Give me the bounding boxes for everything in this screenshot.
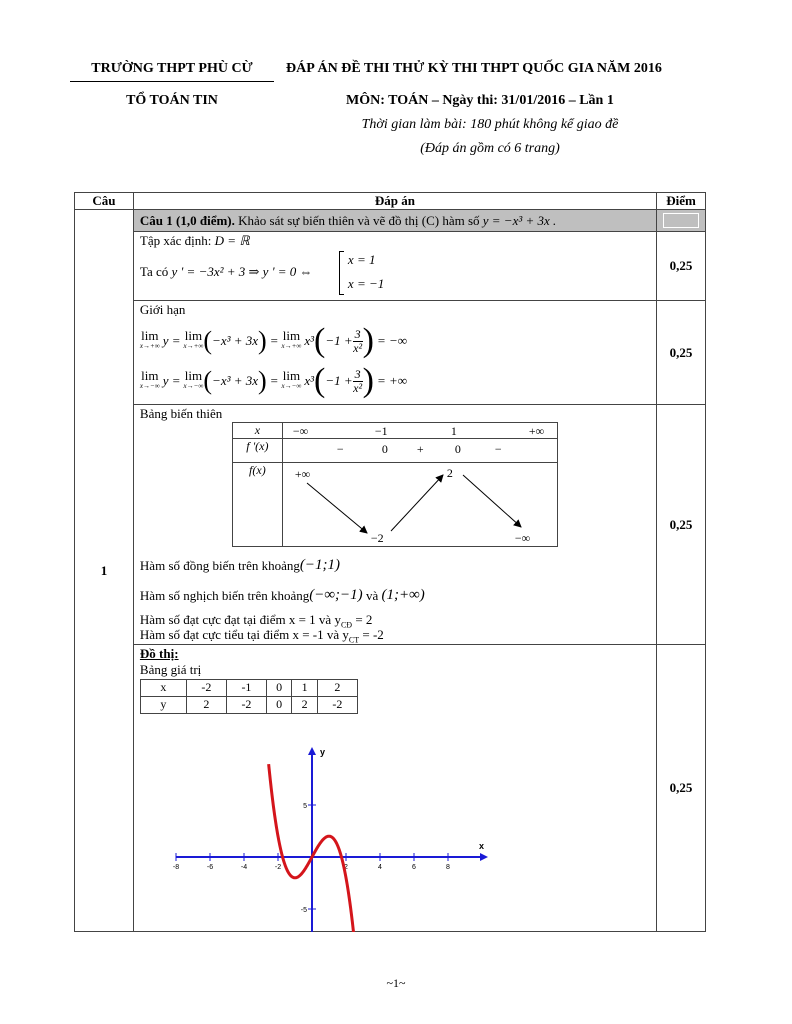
lim-sub-neg: x→−∞ xyxy=(281,382,302,390)
vt-y-1: 2 xyxy=(186,697,226,714)
max-sub: CĐ xyxy=(340,620,353,630)
value-table xyxy=(140,679,358,714)
frac-den: x² xyxy=(353,340,363,355)
increasing-text: Hàm số đồng biến trên khoảng xyxy=(139,557,300,573)
banner-score-cell xyxy=(657,210,706,232)
x-cubed: x³ xyxy=(304,333,314,348)
arrow-decrease-2 xyxy=(463,475,521,527)
poly: −x³ + 3x xyxy=(212,333,259,348)
value-table-y-row xyxy=(140,697,357,714)
graph-label: Đồ thị: xyxy=(139,646,179,661)
limit-pos-result: = −∞ xyxy=(376,333,407,348)
bbt-f-values xyxy=(282,463,557,547)
variation-cell xyxy=(133,405,656,645)
exam-title: ĐÁP ÁN ĐỀ THI THỬ KỲ THI THPT QUỐC GIA NĂM 2016 xyxy=(286,61,662,76)
bbt-f-2: −2 xyxy=(370,531,384,545)
derivative-line xyxy=(140,264,313,280)
frac-den: x² xyxy=(353,380,363,395)
bbt-fprime-values xyxy=(282,439,557,463)
arrow-increase xyxy=(391,475,443,531)
bbt-x-1: −1 xyxy=(374,424,388,438)
answer-table xyxy=(74,192,706,932)
x-tick-label: 4 xyxy=(377,864,382,871)
question-number: 1 xyxy=(75,210,134,932)
decreasing-interval-1: (−∞;−1) xyxy=(309,587,363,603)
limit-neg-result: = +∞ xyxy=(376,373,407,388)
limits-cell xyxy=(133,301,656,405)
bbt-fprime-label: f '(x) xyxy=(232,439,282,463)
lim-word: lim xyxy=(184,368,203,383)
frac-num: 3 xyxy=(354,366,361,381)
limits-label: Giới hạn xyxy=(139,302,186,317)
minus-one: −1 + xyxy=(325,373,353,388)
department-name: TỔ TOÁN TIN xyxy=(126,93,218,108)
max-value: = 2 xyxy=(352,612,373,627)
variation-arrows xyxy=(283,463,559,547)
bbt-x-values xyxy=(282,423,557,439)
page-number: ~1~ xyxy=(386,976,406,990)
lim-word: lim xyxy=(282,368,301,383)
score-4: 0,25 xyxy=(657,645,706,932)
score-box xyxy=(663,213,699,228)
vt-x-3: 0 xyxy=(266,680,291,697)
school-name: TRƯỜNG THPT PHÙ CỪ xyxy=(91,61,253,76)
poly: −x³ + 3x xyxy=(212,373,259,388)
bbt-x-2: 1 xyxy=(450,424,457,438)
decreasing-interval-2: (1;+∞) xyxy=(381,587,425,603)
increasing-interval: (−1;1) xyxy=(299,557,340,573)
bbt-fp-2: + xyxy=(416,442,424,456)
vt-y-label: y xyxy=(140,697,186,714)
value-table-x-row xyxy=(140,680,357,697)
limit-negative: lim x→−∞ y = lim x→−∞ ( −x³ + 3x ) = lim x→−∞ x³ ( −1 + $\frac{3}{\text{x²}}$ ) = +∞ xyxy=(139,362,407,399)
bbt-x-0: −∞ xyxy=(292,424,309,438)
bbt-x-3: +∞ xyxy=(528,424,545,438)
min-line xyxy=(140,627,384,645)
header-diem: Điểm xyxy=(657,193,706,210)
max-text: Hàm số đạt cực đạt tại điểm x = 1 và y xyxy=(139,612,341,627)
y-axis-label: y xyxy=(319,747,325,757)
lim-sub-neg: x→−∞ xyxy=(183,382,204,390)
min-value: = -2 xyxy=(359,627,384,642)
decreasing-line xyxy=(140,587,425,604)
domain-label: Tập xác định: xyxy=(139,233,215,248)
x-axis-arrow xyxy=(480,853,488,861)
lim-word: lim xyxy=(141,328,159,343)
domain-formula: D = ℝ xyxy=(214,233,250,248)
bbt-fp-4: − xyxy=(494,442,502,456)
time-note: Thời gian làm bài: 180 phút không kể giao đề xyxy=(361,117,619,132)
lim-sub-pos: x→+∞ xyxy=(281,342,302,350)
arrow-decrease-1 xyxy=(307,483,367,533)
lim-sub-pos: x→+∞ xyxy=(183,342,204,350)
question-banner xyxy=(133,210,656,232)
bbt-f-3: −∞ xyxy=(514,531,531,545)
lim-word: lim xyxy=(282,328,301,343)
decreasing-text: Hàm số nghịch biến trên khoảng xyxy=(139,587,310,603)
root-1: x = 1 xyxy=(347,252,376,267)
score-1: 0,25 xyxy=(657,232,706,301)
exam-subject: MÔN: TOÁN – Ngày thi: 31/01/2016 – Lần 1 xyxy=(346,93,614,108)
min-sub: CT xyxy=(348,635,360,645)
derivative-formula: y ' = −3x² + 3 ⇒ y ' = 0 ⇔ xyxy=(171,264,313,279)
x-cubed: x³ xyxy=(304,373,314,388)
x-tick-label: -4 xyxy=(240,864,248,871)
vt-x-4: 1 xyxy=(292,680,317,697)
derivative-prefix: Ta có xyxy=(139,264,172,279)
decreasing-and: và xyxy=(362,587,382,603)
domain-line xyxy=(140,233,250,249)
score-3: 0,25 xyxy=(657,405,706,645)
frac-num: 3 xyxy=(354,326,361,341)
x-tick-label: 8 xyxy=(445,864,450,871)
bbt-f-0: +∞ xyxy=(294,467,311,481)
bbt-f-label: f(x) xyxy=(232,463,282,547)
lim-sub-pos: x→+∞ xyxy=(139,342,160,350)
min-text: Hàm số đạt cực tiểu tại điểm x = -1 và y xyxy=(139,627,349,642)
limit-positive: lim x→+∞ y = lim x→+∞ ( −x³ + 3x ) = lim x→+∞ x³ ( −1 + $\frac{3}{\text{x²}}$ ) = −∞ xyxy=(139,322,407,359)
header-divider xyxy=(70,81,274,82)
lim-word: lim xyxy=(184,328,203,343)
score-2: 0,25 xyxy=(657,301,706,405)
domain-derivative-cell xyxy=(133,232,656,301)
bbt-fp-0: − xyxy=(336,442,344,456)
vt-x-2: -1 xyxy=(226,680,266,697)
function-graph xyxy=(134,720,658,932)
vt-y-5: -2 xyxy=(317,697,357,714)
vt-x-1: -2 xyxy=(186,680,226,697)
minus-one: −1 + xyxy=(325,333,353,348)
variation-label: Bảng biến thiên xyxy=(139,406,223,421)
value-table-label: Bảng giá trị xyxy=(139,662,202,677)
bbt-x-label: x xyxy=(232,423,282,439)
pages-note: (Đáp án gồm có 6 trang) xyxy=(420,141,560,156)
x-tick-label: -2 xyxy=(274,864,282,871)
x-tick-label: -8 xyxy=(172,864,180,871)
header-cau: Câu xyxy=(75,193,134,210)
question-text: Khảo sát sự biến thiên và vẽ đồ thị (C) hàm số xyxy=(234,213,483,228)
bbt-fp-1: 0 xyxy=(381,442,388,456)
bbt-f-1: 2 xyxy=(446,466,453,480)
header-dap-an: Đáp án xyxy=(133,193,656,210)
increasing-line xyxy=(140,557,340,574)
vt-x-label: x xyxy=(140,680,186,697)
vt-y-4: 2 xyxy=(292,697,317,714)
vt-y-3: 0 xyxy=(266,697,291,714)
lim-word: lim xyxy=(141,368,159,383)
question-formula: y = −x³ + 3x . xyxy=(482,213,557,228)
question-title: Câu 1 (1,0 điểm). xyxy=(139,213,235,228)
root-2: x = −1 xyxy=(347,276,385,291)
vt-y-2: -2 xyxy=(226,697,266,714)
vt-x-5: 2 xyxy=(317,680,357,697)
lim-sub-neg: x→−∞ xyxy=(139,382,160,390)
bbt-fp-3: 0 xyxy=(454,442,461,456)
variation-table xyxy=(232,422,558,547)
x-tick-label: 6 xyxy=(411,864,416,871)
roots-bracket xyxy=(339,251,344,295)
y-axis-arrow xyxy=(308,747,316,755)
x-axis-label: x xyxy=(478,841,484,851)
y-tick-label: 5 xyxy=(303,803,307,810)
x-tick-label: 2 xyxy=(343,864,348,871)
y-tick-label: -5 xyxy=(300,907,307,914)
graph-cell xyxy=(133,645,656,932)
x-tick-label: -6 xyxy=(206,864,214,871)
